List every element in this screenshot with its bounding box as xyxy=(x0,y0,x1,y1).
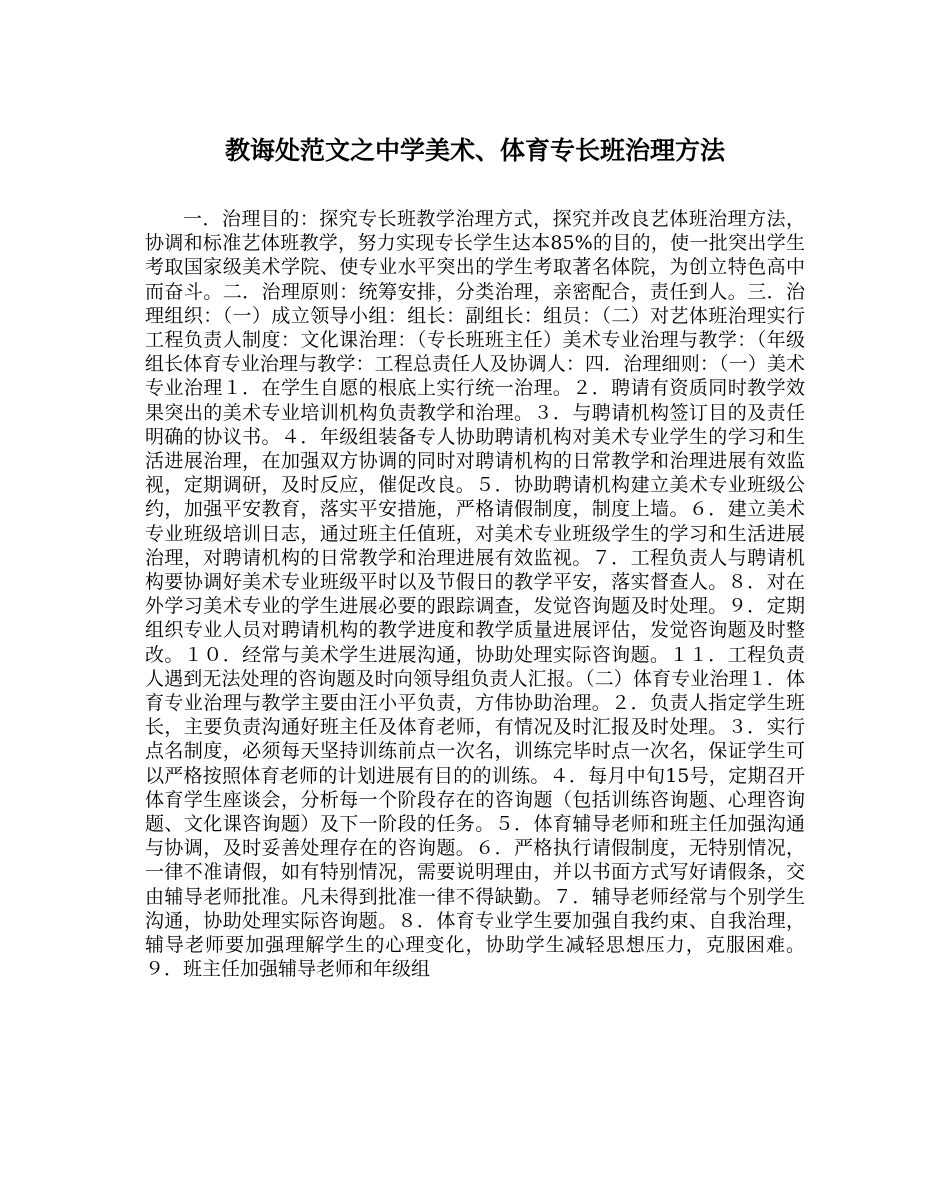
document-body-paragraph: 一．治理目的：探究专长班教学治理方式，探究并改良艺体班治理方法，协调和标准艺体班教学，努力实现专长学生达本85%的目的，使一批突出学生考取国家级美术学院、使专业水平突出的学生考取著名体院，为创立特色高中而奋斗。二．治理原则：统筹安排，分类治理，亲密配合，责任到人。三．治理组织：（一）成立领导小组：组长：副组长：组员：（二）对艺体班治理实行工程负责人制度：文化课治理：（专长班班主任）美术专业治理与教学：（年级组长体育专业治理与教学：工程总责任人及协调人：四．治理细则：（一）美术专业治理１．在学生自愿的根底上实行统一治理。２．聘请有资质同时教学效果突出的美术专业培训机构负责教学和治理。３．与聘请机构签订目的及责任明确的协议书。４．年级组装备专人协助聘请机构对美术专业学生的学习和生活进展治理，在加强双方协调的同时对聘请机构的日常教学和治理进展有效监视，定期调研，及时反应，催促改良。５．协助聘请机构建立美术专业班级公约，加强平安教育，落实平安措施，严格请假制度，制度上墙。６．建立美术专业班级培训日志，通过班主任值班，对美术专业班级学生的学习和生活进展治理，对聘请机构的日常教学和治理进展有效监视。７．工程负责人与聘请机构要协调好美术专业班级平时以及节假日的教学平安，落实督查人。８．对在外学习美术专业的学生进展必要的跟踪调查，发觉咨询题及时处理。９．定期组织专业人员对聘请机构的教学进度和教学质量进展评估，发觉咨询题及时整改。１０．经常与美术学生进展沟通，协助处理实际咨询题。１１．工程负责人遇到无法处理的咨询题及时向领导组负责人汇报。（二）体育专业治理１．体育专业治理与教学主要由汪小平负责，方伟协助治理。２．负责人指定学生班长，主要负责沟通好班主任及体育老师，有情况及时汇报及时处理。３．实行点名制度，必须每天坚持训练前点一次名，训练完毕时点一次名，保证学生可以严格按照体育老师的计划进展有目的的训练。４．每月中旬15号，定期召开体育学生座谈会，分析每一个阶段存在的咨询题（包括训练咨询题、心理咨询题、文化课咨询题）及下一阶段的任务。５．体育辅导老师和班主任加强沟通与协调，及时妥善处理存在的咨询题。６．严格执行请假制度，无特别情况，一律不准请假，如有特别情况，需要说明理由，并以书面方式写好请假条，交由辅导老师批准。凡未得到批准一律不得缺勤。７．辅导老师经常与个别学生沟通，协助处理实际咨询题。８．体育专业学生要加强自我约束、自我治理，辅导老师要加强理解学生的心理变化，协助学生减轻思想压力，克服困难。９．班主任加强辅导老师和年级组 xyxy=(145,208,805,981)
document-title: 教诲处范文之中学美术、体育专长班治理方法 xyxy=(224,136,725,165)
